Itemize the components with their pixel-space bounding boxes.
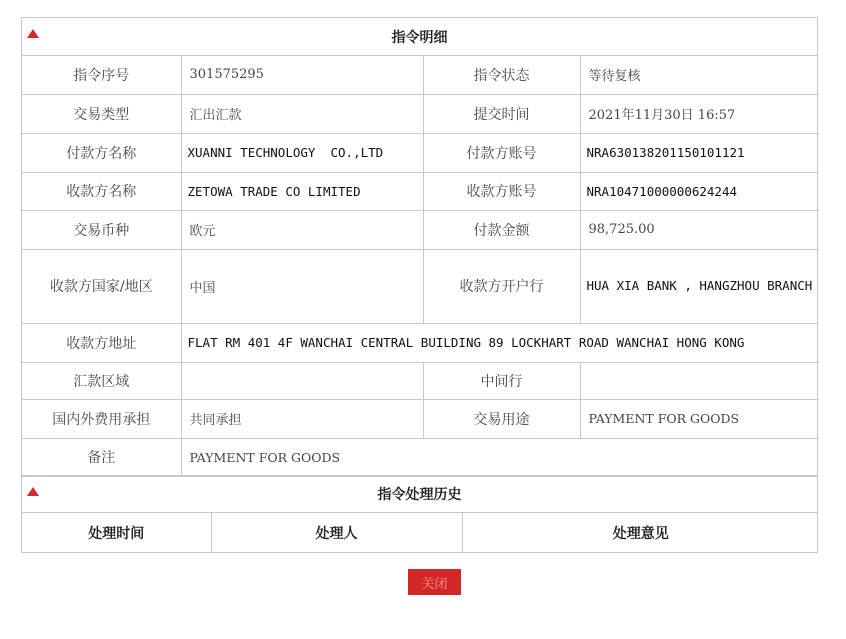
- payee-country-value: 中国: [181, 249, 423, 323]
- collapse-triangle-icon[interactable]: [26, 28, 40, 39]
- table-row: [22, 210, 819, 249]
- field-label: 备注: [22, 438, 181, 476]
- processing-history-panel: [21, 475, 818, 553]
- field-label: 交易类型: [22, 94, 181, 133]
- field-label: 提交时间: [423, 94, 580, 133]
- field-label: 收款方国家/地区: [22, 249, 181, 323]
- history-header-row: [22, 513, 819, 552]
- payee-account-value: NRA10471000000624244: [580, 172, 819, 210]
- field-label: 付款方账号: [423, 133, 580, 172]
- field-label: 国内外费用承担: [22, 399, 181, 438]
- remittance-region-value: [181, 362, 423, 399]
- payer-name-value: XUANNI TECHNOLOGY CO.,LTD: [181, 133, 423, 172]
- detail-title: 指令明细: [391, 29, 448, 46]
- payee-name-value: ZETOWA TRADE CO LIMITED: [181, 172, 423, 210]
- payee-address-value: FLAT RM 401 4F WANCHAI CENTRAL BUILDING 89 LOCKHART ROAD WANCHAI HONG KONG: [181, 323, 819, 362]
- column-header-time: 处理时间: [22, 513, 211, 552]
- payer-account-value: NRA630138201150101121: [580, 133, 819, 172]
- instruction-detail-panel: [21, 17, 818, 477]
- intermediary-bank-value: [580, 362, 819, 399]
- instruction-number-value: 301575295: [181, 56, 423, 94]
- field-label: 收款方开户行: [423, 249, 580, 323]
- close-button[interactable]: 关闭: [408, 569, 461, 595]
- transaction-purpose-value: PAYMENT FOR GOODS: [580, 399, 819, 438]
- collapse-triangle-icon[interactable]: [26, 486, 40, 497]
- field-label: 收款方账号: [423, 172, 580, 210]
- table-row: [22, 323, 819, 362]
- detail-table: [22, 56, 819, 476]
- history-table: [22, 513, 819, 552]
- field-label: 付款方名称: [22, 133, 181, 172]
- field-label: 汇款区域: [22, 362, 181, 399]
- field-label: 收款方名称: [22, 172, 181, 210]
- field-label: 指令状态: [423, 56, 580, 94]
- fee-bearer-value: 共同承担: [181, 399, 423, 438]
- field-label: 付款金额: [423, 210, 580, 249]
- table-row: [22, 438, 819, 476]
- instruction-status-value: 等待复核: [580, 56, 819, 94]
- remark-value: PAYMENT FOR GOODS: [181, 438, 819, 476]
- field-label: 交易用途: [423, 399, 580, 438]
- table-row: [22, 56, 819, 94]
- table-row: [22, 249, 819, 323]
- currency-value: 欧元: [181, 210, 423, 249]
- transaction-type-value: 汇出汇款: [181, 94, 423, 133]
- field-label: 指令序号: [22, 56, 181, 94]
- table-row: [22, 94, 819, 133]
- history-title: 指令处理历史: [377, 487, 462, 503]
- column-header-handler: 处理人: [211, 513, 462, 552]
- detail-header: [22, 18, 817, 56]
- table-row: [22, 172, 819, 210]
- table-row: [22, 133, 819, 172]
- column-header-opinion: 处理意见: [462, 513, 819, 552]
- field-label: 中间行: [423, 362, 580, 399]
- table-row: [22, 399, 819, 438]
- field-label: 收款方地址: [22, 323, 181, 362]
- history-header: [22, 476, 817, 513]
- submit-time-value: 2021年11月30日 16:57: [580, 94, 819, 133]
- field-label: 交易币种: [22, 210, 181, 249]
- payee-bank-value: HUA XIA BANK , HANGZHOU BRANCH: [580, 249, 819, 323]
- table-row: [22, 362, 819, 399]
- payment-amount-value: 98,725.00: [580, 210, 819, 249]
